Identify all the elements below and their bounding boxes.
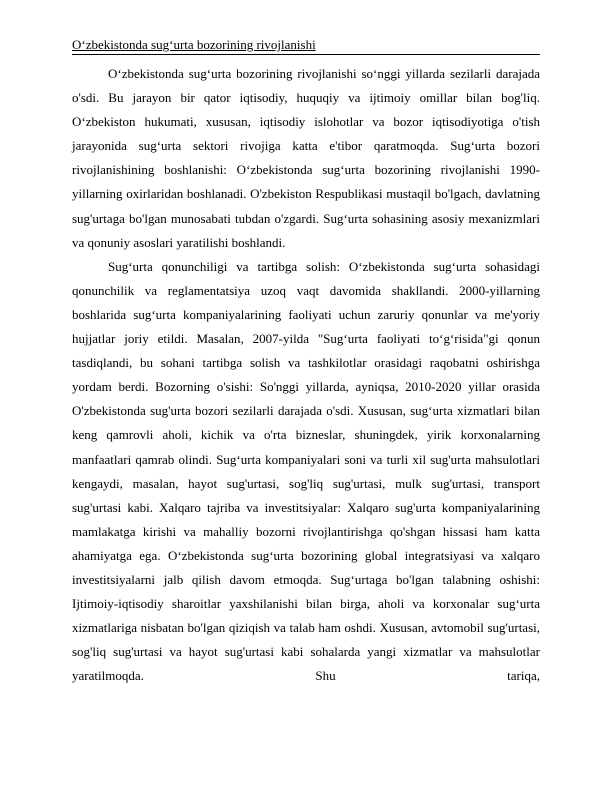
header-title: O‘zbekistonda sug‘urta bozorining rivojlanishi [72, 37, 316, 52]
document-body [72, 62, 540, 688]
paragraph: O‘zbekistonda sug‘urta bozorining rivojlanishi so‘nggi yillarda sezilarli darajada o'sdi. Bu jarayon bir qator iqtisodiy, huquqiy va ijtimoiy omillar bilan bog'liq. O‘zbekiston hukumati, xususan, iqtisodiy islohotlar va bozor iqtisodiyotiga o'tish jarayonida sug‘urta sektori rivojiga katta e'tibor qaratmoqda. Sug‘urta bozori rivojlanishining boshlanishi: O‘zbekistonda sug‘urta bozorining rivojlanishi 1990-yillarning oxirlaridan boshlanadi. O'zbekiston Respublikasi mustaqil bo'lgach, davlatning sug'urtaga bo'lgan munosabati tubdan o'zgardi. Sug‘urta sohasining asosiy mexanizmlari va qonuniy asoslari yaratilishi boshlandi. [72, 66, 540, 250]
paragraph: Sug‘urta qonunchiligi va tartibga solish: O‘zbekistonda sug‘urta sohasidagi qonunchilik va reglamentatsiya uzoq vaqt davomida shakllandi. 2000-yillarning boshlarida sug‘urta kompaniyalarining faoliyati uchun zaruriy qonunlar va me'yoriy hujjatlar joriy etildi. Masalan, 2007-yilda "Sug‘urta faoliyati to‘g‘risida"gi qonun tasdiqlandi, bu sohani tartibga solish va tashkilotlar orasidagi raqobatni oshirishga yordam berdi. Bozorning o'sishi: So'nggi yillarda, ayniqsa, 2010-2020 yillar orasida O'zbekistonda sug'urta bozori sezilarli darajada o'sdi. Xususan, sug‘urta xizmatlari bilan keng qamrovli aholi, kichik va o'rta bizneslar, shuningdek, yirik korxonalarning manfaatlari qamrab olindi. Sug‘urta kompaniyalari soni va turli xil sug'urta mahsulotlari kengaydi, masalan, hayot sug'urtasi, sog'liq sug'urtasi, mulk sug'urtasi, transport sug'urtasi kabi. Xalqaro tajriba va investitsiyalar: Xalqaro sug'urta kompaniyalarining mamlakatga kirishi va mahalliy bozorni rivojlantirishga qo'shgan hissasi ham katta ahamiyatga ega. O‘zbekistonda sug‘urta bozorining global integratsiyasi va xalqaro investitsiyalarni jalb qilish davom etmoqda. Sug‘urtaga bo'lgan talabning oshishi: Ijtimoiy-iqtisodiy sharoitlar yaxshilanishi bilan birga, aholi va korxonalar sug‘urta xizmatlariga nisbatan bo'lgan qiziqish va talab ham oshdi. Xususan, avtomobil sug'urtasi, sog'liq sug'urtasi va hayot sug'urtasi kabi sohalarda yangi xizmatlar va mahsulotlar yaratilmoqda. Shu tariqa, [72, 258, 540, 684]
page-header [72, 36, 540, 55]
